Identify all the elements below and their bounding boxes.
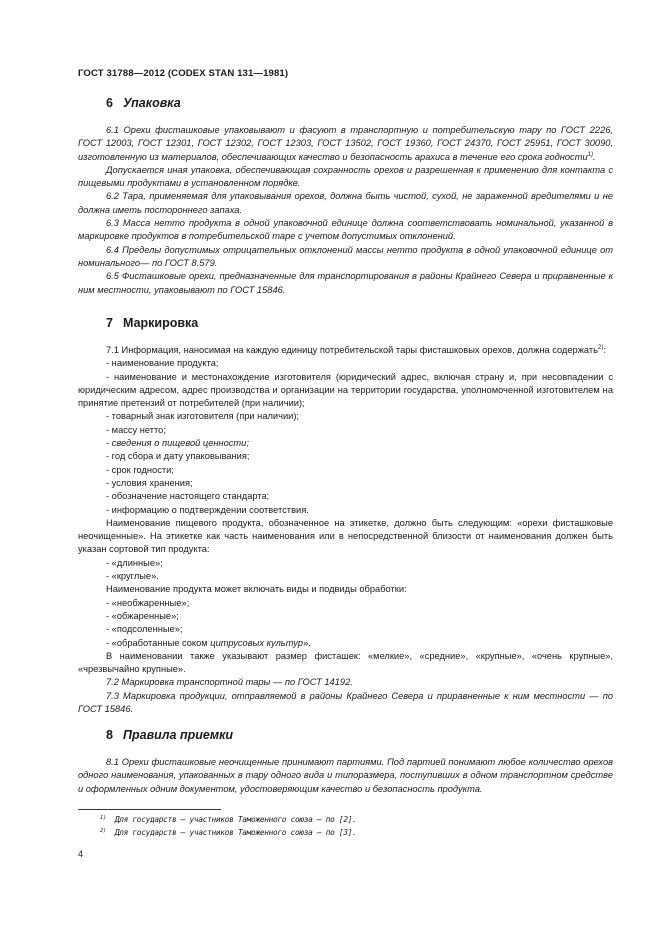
- section-6-title: Упаковка: [123, 96, 181, 110]
- section-7-number: 7: [106, 316, 113, 330]
- section-6-heading: [106, 96, 181, 110]
- footnote-2: [100, 828, 357, 837]
- section-8-heading: [106, 728, 233, 742]
- list-item: - срок годности;: [106, 464, 174, 475]
- footnote-divider: [78, 809, 221, 810]
- list-item: - «необжаренные»;: [106, 597, 190, 608]
- paragraph-6-4: 6.4 Пределы допустимых отрицательных отклонений массы нетто продукта в одной упаковочной единице от номинального— по ГОСТ 8.579.: [78, 244, 613, 268]
- footnote-mark: 2): [100, 828, 107, 834]
- paragraph-7-1-name: Наименование пищевого продукта, обозначенное на этикетке, должно быть следующим: «орехи фисташковые неочищенные». На этикетке как часть наименования или в непосредственной близости от наименования должен быть указан сортовой тип продукта:: [78, 517, 613, 555]
- footnote-text: Для государств — участников Таможенного союза — по [3].: [114, 828, 357, 837]
- document-header: ГОСТ 31788—2012 (CODEX STAN 131—1981): [78, 68, 289, 79]
- list-item: - массу нетто;: [106, 424, 166, 435]
- section-7-title: Маркировка: [123, 316, 199, 330]
- list-item: - наименование продукта;: [106, 358, 219, 369]
- footnote-1: [100, 815, 357, 824]
- list-item: - «подсоленные»;: [106, 624, 183, 635]
- list-item: - товарный знак изготовителя (при наличии);: [106, 411, 300, 422]
- paragraph-6-1-note: Допускается иная упаковка, обеспечивающая сохранность орехов и разрешенная к применению для контакта с пищевыми продуктами в установленном порядке.: [78, 164, 613, 189]
- paragraph-7-3: 7.3 Маркировка продукции, отправляемой в районы Крайнего Севера и приравненные к ним местности — по ГОСТ 15846.: [78, 690, 613, 715]
- section-6-body: [78, 124, 613, 297]
- list-item: - год сбора и дату упаковывания;: [106, 451, 250, 462]
- section-8-title: Правила приемки: [123, 728, 234, 742]
- list-item: - обозначение настоящего стандарта;: [106, 491, 270, 502]
- list-item: - наименование и местонахождение изготовителя (юридический адрес, включая страну и, при несовпадении с юридическим адресом, адрес производства и организации на территории государства, уполномоченной изготовителем на принятие претензий от потребителей (при наличии);: [78, 371, 613, 409]
- paragraph-6-2: 6.2 Тара, применяемая для упаковывания орехов, должна быть чистой, сухой, не зараженной вредителями и не должна иметь постороннего запаха.: [78, 191, 613, 215]
- list-item: - условия хранения;: [106, 477, 193, 488]
- footnote-mark: 1): [100, 815, 107, 821]
- list-item: - «длинные»;: [106, 557, 163, 568]
- paragraph-6-1: 6.1 Орехи фисташковые упаковывают и фасуют в транспортную и потребительскую тару по ГОСТ 2226, ГОСТ 12003, ГОСТ 12301, ГОСТ 12302, ГОСТ 12303, ГОСТ 13502, ГОСТ 19360, ГОСТ 24370, ГОСТ 25951, ГОСТ 30090, изготовленную из материалов, обеспечивающих качество и безопасность арахиса в течение его срока годности$^{1)}$.: [78, 125, 613, 162]
- paragraph-7-1: 7.1 Информация, наносимая на каждую единицу потребительской тары фисташковых орехов, должна содержать$^{2)}$:: [106, 345, 606, 355]
- list-item: - «обжаренные»;: [106, 610, 179, 621]
- section-7-body: [78, 344, 613, 716]
- list-item: - «обработанные соком цитрусовых культур».: [106, 637, 311, 648]
- section-8-body: [78, 756, 613, 796]
- footnote-text: Для государств — участников Таможенного союза — по [2].: [114, 815, 357, 824]
- page-number: 4: [78, 849, 84, 859]
- paragraph-7-2: 7.2 Маркировка транспортной тары — по ГОСТ 14192.: [106, 677, 353, 688]
- section-6-number: 6: [106, 96, 113, 110]
- paragraph-8-1: 8.1 Орехи фисташковые неочищенные принимают партиями. Под партией понимают любое количество орехов одного наименования, упакованных в тару одного вида и типоразмера, поступивших в одном транспортном средстве и оформленных одним документом, удостоверяющим качество и безопасность продукта.: [78, 757, 613, 794]
- section-8-number: 8: [106, 728, 113, 742]
- paragraph-7-1-size: В наименовании также указывают размер фисташек: «мелкие», «средние», «крупные», «очень крупные», «чрезвычайно крупные».: [78, 650, 613, 675]
- paragraph-7-1-processing: Наименование продукта может включать виды и подвиды обработки:: [106, 584, 407, 595]
- paragraph-6-3: 6.3 Масса нетто продукта в одной упаковочной единице должна соответствовать номинальной, указанной в маркировке продуктов в потребительской таре с учетом допустимых отклонений.: [78, 218, 613, 242]
- list-item: - информацию о подтверждении соответствия.: [106, 504, 309, 515]
- footnote-ref-2: 2): [597, 345, 604, 351]
- list-item: - «круглые».: [106, 571, 159, 582]
- section-7-heading: [106, 316, 198, 330]
- paragraph-6-5: 6.5 Фисташковые орехи, предназначенные для транспортирования в районы Крайнего Севера и приравненные к ним местности, упаковывают по ГОСТ 15846.: [78, 271, 613, 295]
- footnote-ref-1: 1): [587, 151, 593, 158]
- list-item: - сведения о пищевой ценности;: [106, 438, 249, 449]
